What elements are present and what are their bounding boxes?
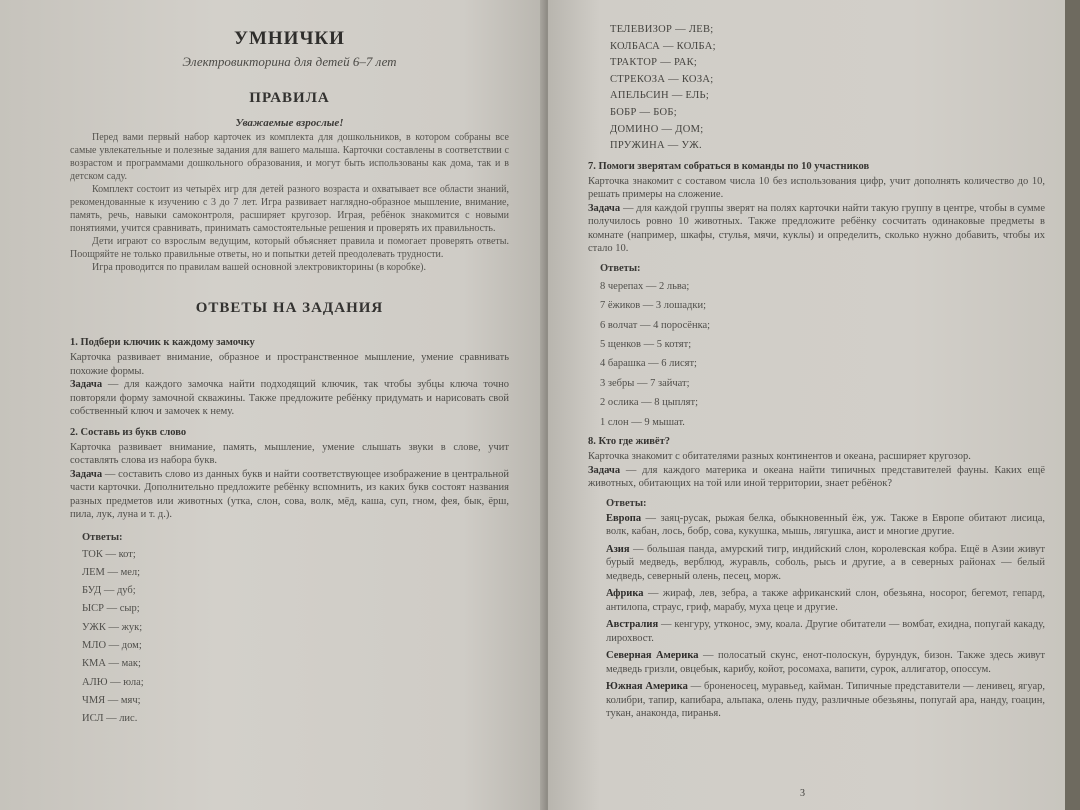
question-2-task <box>70 468 509 522</box>
list-item: БУД — дуб; <box>82 585 136 597</box>
task-text: — для каждого замочка найти подходящий ключик, так чтобы зубцы ключа точно повторяли форму замочной скважины. Также предложите ребёнку придумать и нарисовать свой собственный ключ и замочек к нему. <box>70 379 509 417</box>
question-8-heading: 8. Кто где живёт? <box>588 436 670 447</box>
page-title: УМНИЧКИ <box>234 28 345 49</box>
list-item: КМА — мак; <box>82 658 141 670</box>
list-item: 7 ёжиков — 3 лошадки; <box>600 300 707 312</box>
list-item: АПЕЛЬСИН — ЕЛЬ; <box>610 90 710 102</box>
list-item: ЧМЯ — мяч; <box>82 694 141 706</box>
region-name: Южная Америка <box>606 681 688 692</box>
region-text: — большая панда, амурский тигр, индийский слон, королевская кобра. Ещё в Азии живут бурый медведь, верблюд, журавль, соболь, рысь и другие, а в северных районах — белый медведь, северный олень, песец, морж. <box>606 543 1045 582</box>
list-item: ЫСР — сыр; <box>82 603 140 615</box>
task-text: — составить слово из данных букв и найти соответствующее изображение в центральной части карточки. Дополнительно предложите ребёнку вспомнить, из каких букв состоят названия разных предметов или животных (утка, слон, сова, волк, мёд, каша, суп, гном, фея, бык, ёрш, пила, лук, луна и т. д.). <box>70 468 509 520</box>
region-africa <box>606 587 1045 614</box>
region-australia <box>606 618 1045 645</box>
rules-paragraph: Комплект состоит из четырёх игр для детей разного возраста и охватывает все области знаний, рекомендованные к изучению с 3 до 7 лет. Игра развивает наглядно-образное мышление, внимание, память, речь, навыки самоконтроля, расширяет кругозор. Играя, ребёнок знакомится с новыми понятиями, учится сравнивать, принимать самостоятельные решения и проверять их правильность. <box>70 184 509 234</box>
question-8-task <box>588 464 1045 491</box>
page-number: 3 <box>800 788 805 799</box>
rules-paragraph: Дети играют со взрослым ведущим, который объясняет правила и помогает проверять ответы. Поощряйте не только правильные ответы, но и попытки детей преодолевать трудности. <box>70 236 509 260</box>
question-7-heading: 7. Помоги зверятам собраться в команды по 10 участников <box>588 160 870 172</box>
question-1-text: Карточка развивает внимание, образное и пространственное мышление, умение сравнивать похожие формы. <box>70 352 509 377</box>
region-south-america <box>606 680 1045 721</box>
region-name: Азия <box>606 543 630 555</box>
region-name: Австралия <box>606 619 659 630</box>
region-europe <box>606 512 1045 539</box>
list-item: АЛЮ — юла; <box>82 676 144 688</box>
region-name: Африка <box>606 588 644 599</box>
region-text: — полосатый скунс, енот-полоскун, бурундук, бизон. Также здесь живут медведь гризли, овцебык, карибу, койот, росомаха, вапити, сурок, аллигатор, опоссум. <box>606 650 1046 675</box>
list-item: 3 зебры — 7 зайчат; <box>600 377 690 389</box>
region-text: — броненосец, муравьед, кайман. Типичные представители — ленивец, ягуар, колибри, тапир, капибара, альпака, олень пуду, различные обезьяны, попугай ара, нанду, гоацин, тукан, анаконда, пиранья. <box>606 681 1045 719</box>
region-text: — жираф, лев, зебра, а также африканский слон, обезьяна, носорог, бегемот, гепард, антилопа, страус, гриф, марабу, муха цеце и другие. <box>606 588 1045 613</box>
page-subtitle: Электровикторина для детей 6–7 лет <box>182 54 397 69</box>
region-text: — заяц-русак, рыжая белка, обыкновенный ёж, уж. Также в Европе обитают лисица, волк, кабан, лось, бобр, сова, кукушка, мышь, лягушка, аист и многие другие. <box>606 512 1045 537</box>
region-asia <box>606 543 1045 584</box>
task-label: Задача <box>70 379 103 390</box>
list-item: 1 слон — 9 мышат. <box>600 416 685 428</box>
question-7-text: Карточка знакомит с составом числа 10 без использования цифр, учит дополнять количество до 10, решать примеры на сложение. <box>588 175 1045 201</box>
question-8-text: Карточка знакомит с обитателями разных континентов и океана, расширяет кругозор. <box>588 451 971 462</box>
list-item: ТРАКТОР — РАК; <box>610 57 698 69</box>
answers-label: Ответы: <box>82 531 123 543</box>
list-item: СТРЕКОЗА — КОЗА; <box>610 73 714 85</box>
rules-heading: ПРАВИЛА <box>249 90 330 106</box>
greeting: Уважаемые взрослые! <box>235 117 344 129</box>
region-text: — кенгуру, утконос, эму, коала. Другие обитатели — вомбат, ехидна, попугай какаду, лирохвост. <box>606 619 1045 644</box>
task-text: — для каждого материка и океана найти типичных представителей фауны. Каких ещё животных, обитающих на той или иной территории, знает ребёнок? <box>588 464 1045 489</box>
list-item: МЛО — дом; <box>82 639 142 651</box>
question-2-text: Карточка развивает внимание, память, мышление, умение слышать звуки в слове, учит составлять слова из набора букв. <box>70 441 509 466</box>
region-north-america <box>606 649 1045 676</box>
list-item: ИСЛ — лис. <box>82 713 138 725</box>
answers-list <box>82 546 509 729</box>
question-1-task <box>70 378 509 419</box>
rules-paragraph: Игра проводится по правилам вашей основной электровикторины (в коробке). <box>92 262 426 273</box>
list-item: 8 черепах — 2 льва; <box>600 280 690 292</box>
task-label: Задача <box>70 468 103 480</box>
question-2-heading: 2. Составь из букв слово <box>70 426 187 438</box>
question-1-heading: 1. Подбери ключик к каждому замочку <box>70 337 255 348</box>
answers-label: Ответы: <box>606 497 647 509</box>
question-7-task <box>588 202 1045 256</box>
list-item: ТЕЛЕВИЗОР — ЛЕВ; <box>610 24 714 35</box>
list-item: ЛЕМ — мел; <box>82 566 141 578</box>
word-pairs-list <box>588 22 1045 155</box>
list-item: 2 ослика — 8 цыплят; <box>600 397 699 409</box>
answers-list <box>600 277 1045 432</box>
table-edge-right <box>1065 0 1080 810</box>
region-name: Северная Америка <box>606 650 699 661</box>
list-item: КОЛБАСА — КОЛБА; <box>610 40 716 52</box>
task-label: Задача <box>588 464 621 476</box>
task-text: — для каждой группы зверят на полях карточки найти такую группу в центре, чтобы в сумме получилось ровно 10 животных. Также предложите ребёнку сосчитать одинаковые предметы в комнате (например, шкафы, стулья, мячи, куклы) и определить, сколько нужно добавить, чтобы их стало 10. <box>588 202 1045 255</box>
rules-paragraph: Перед вами первый набор карточек из комплекта для дошкольников, в котором собраны все самые увлекательные и полезные задания для вашего малыша. Карточки составлены в соответствии с возрастом и программами дошкольного образования, и могут быть использованы как дома, так и в детском саду. <box>70 132 509 182</box>
list-item: БОБР — БОБ; <box>610 106 677 118</box>
list-item: ПРУЖИНА — УЖ. <box>610 140 702 152</box>
list-item: ДОМИНО — ДОМ; <box>610 123 704 135</box>
list-item: УЖК — жук; <box>82 621 143 633</box>
answers-heading: ОТВЕТЫ НА ЗАДАНИЯ <box>195 300 384 316</box>
task-label: Задача <box>588 202 621 214</box>
list-item: 4 барашка — 6 лисят; <box>600 358 697 370</box>
list-item: 5 щенков — 5 котят; <box>600 338 692 350</box>
answers-label: Ответы: <box>600 262 641 274</box>
list-item: ТОК — кот; <box>82 548 136 560</box>
list-item: 6 волчат — 4 поросёнка; <box>600 319 711 331</box>
right-page <box>548 0 1065 810</box>
region-name: Европа <box>606 512 642 524</box>
